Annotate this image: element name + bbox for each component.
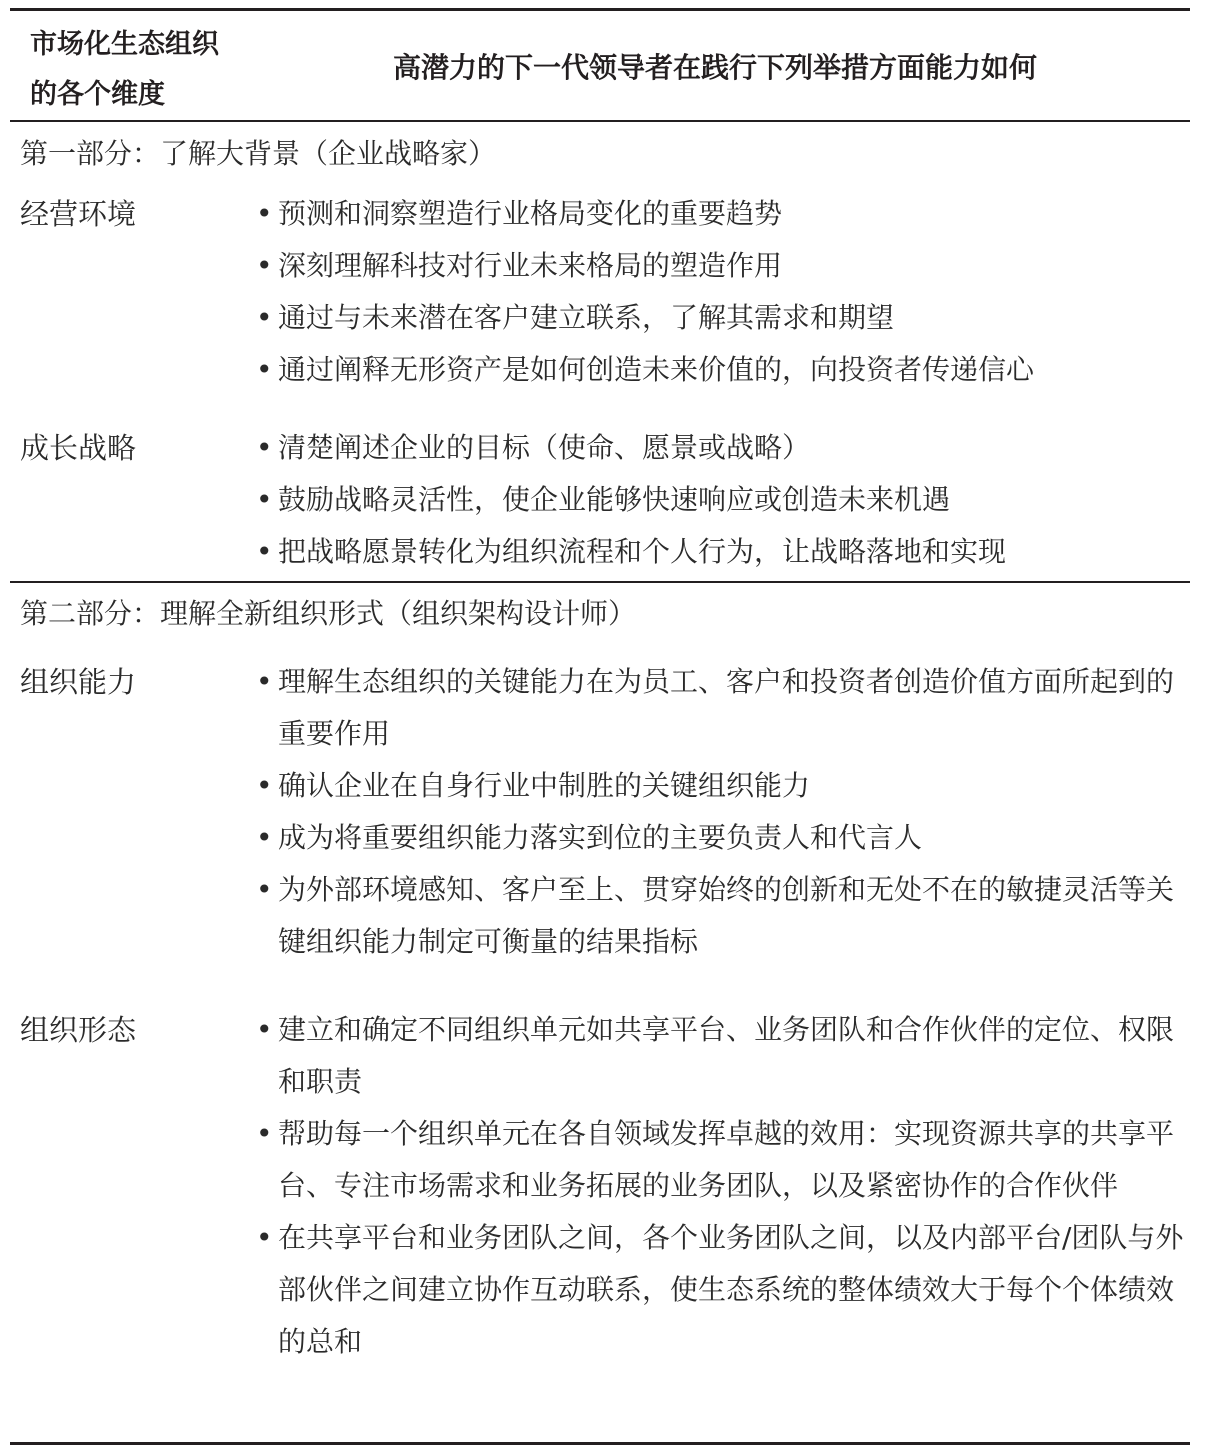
list-item xyxy=(252,526,1187,578)
bullet-icon: • xyxy=(256,301,273,334)
bullet-text: 在共享平台和业务团队之间，各个业务团队之间，以及内部平台/团队与外部伙伴之间建立协作互动联系，使生态系统的整体绩效大于每个个体绩效的总和 xyxy=(278,1221,1184,1358)
bullet-icon: • xyxy=(256,197,273,230)
bullet-text: 把战略愿景转化为组织流程和个人行为，让战略落地和实现 xyxy=(278,535,1007,568)
bullet-icon: • xyxy=(256,665,273,698)
bullet-list xyxy=(252,1004,1187,1368)
dimension-label: 组织能力 xyxy=(20,665,137,699)
list-item xyxy=(252,1004,1187,1108)
bullet-list xyxy=(252,188,1187,396)
dimension-label: 经营环境 xyxy=(20,197,137,231)
section-divider-rule xyxy=(10,581,1190,583)
bullet-icon: • xyxy=(256,1117,273,1150)
bullet-text: 理解生态组织的关键能力在为员工、客户和投资者创造价值方面所起到的重要作用 xyxy=(278,665,1175,750)
bullet-icon: • xyxy=(256,353,273,386)
header-rule xyxy=(10,120,1190,122)
header-dimension-title: 市场化生态组织的各个维度 xyxy=(30,29,219,110)
bullet-text: 建立和确定不同组织单元如共享平台、业务团队和合作伙伴的定位、权限和职责 xyxy=(278,1013,1175,1098)
bullet-icon: • xyxy=(256,1013,273,1046)
bullet-icon: • xyxy=(256,535,273,568)
bullet-text: 清楚阐述企业的目标（使命、愿景或战略） xyxy=(278,431,811,464)
list-item xyxy=(252,422,1187,474)
table-top-rule xyxy=(10,8,1190,11)
bullet-icon: • xyxy=(256,431,273,464)
list-item xyxy=(252,188,1187,240)
bullet-text: 鼓励战略灵活性，使企业能够快速响应或创造未来机遇 xyxy=(278,483,951,516)
bullet-icon: • xyxy=(256,873,273,906)
bullet-text: 成为将重要组织能力落实到位的主要负责人和代言人 xyxy=(278,821,923,854)
list-item xyxy=(252,812,1187,864)
bullet-list xyxy=(252,422,1187,578)
list-item xyxy=(252,760,1187,812)
table-bottom-rule xyxy=(10,1442,1190,1445)
bullet-list xyxy=(252,656,1187,968)
bullet-text: 预测和洞察塑造行业格局变化的重要趋势 xyxy=(278,197,783,230)
bullet-icon: • xyxy=(256,1221,273,1254)
bullet-text: 为外部环境感知、客户至上、贯穿始终的创新和无处不在的敏捷灵活等关键组织能力制定可衡量的结果指标 xyxy=(278,873,1175,958)
bullet-icon: • xyxy=(256,249,273,282)
list-item xyxy=(252,474,1187,526)
header-question-title: 高潜力的下一代领导者在践行下列举措方面能力如何 xyxy=(392,51,1037,84)
bullet-text: 确认企业在自身行业中制胜的关键组织能力 xyxy=(278,769,811,802)
section-title: 第一部分：了解大背景（企业战略家） xyxy=(20,137,497,170)
list-item xyxy=(252,656,1187,760)
list-item xyxy=(252,292,1187,344)
section-title: 第二部分：理解全新组织形式（组织架构设计师） xyxy=(20,597,637,630)
dimension-label: 成长战略 xyxy=(20,431,137,465)
dimension-label: 组织形态 xyxy=(20,1013,137,1047)
bullet-text: 通过与未来潜在客户建立联系，了解其需求和期望 xyxy=(278,301,895,334)
list-item xyxy=(252,344,1187,396)
list-item xyxy=(252,240,1187,292)
list-item xyxy=(252,1212,1187,1368)
list-item xyxy=(252,1108,1187,1212)
bullet-text: 帮助每一个组织单元在各自领域发挥卓越的效用：实现资源共享的共享平台、专注市场需求和业务拓展的业务团队，以及紧密协作的合作伙伴 xyxy=(278,1117,1175,1202)
bullet-icon: • xyxy=(256,769,273,802)
bullet-text: 通过阐释无形资产是如何创造未来价值的，向投资者传递信心 xyxy=(278,353,1035,386)
bullet-icon: • xyxy=(256,483,273,516)
bullet-icon: • xyxy=(256,821,273,854)
list-item xyxy=(252,864,1187,968)
bullet-text: 深刻理解科技对行业未来格局的塑造作用 xyxy=(278,249,783,282)
